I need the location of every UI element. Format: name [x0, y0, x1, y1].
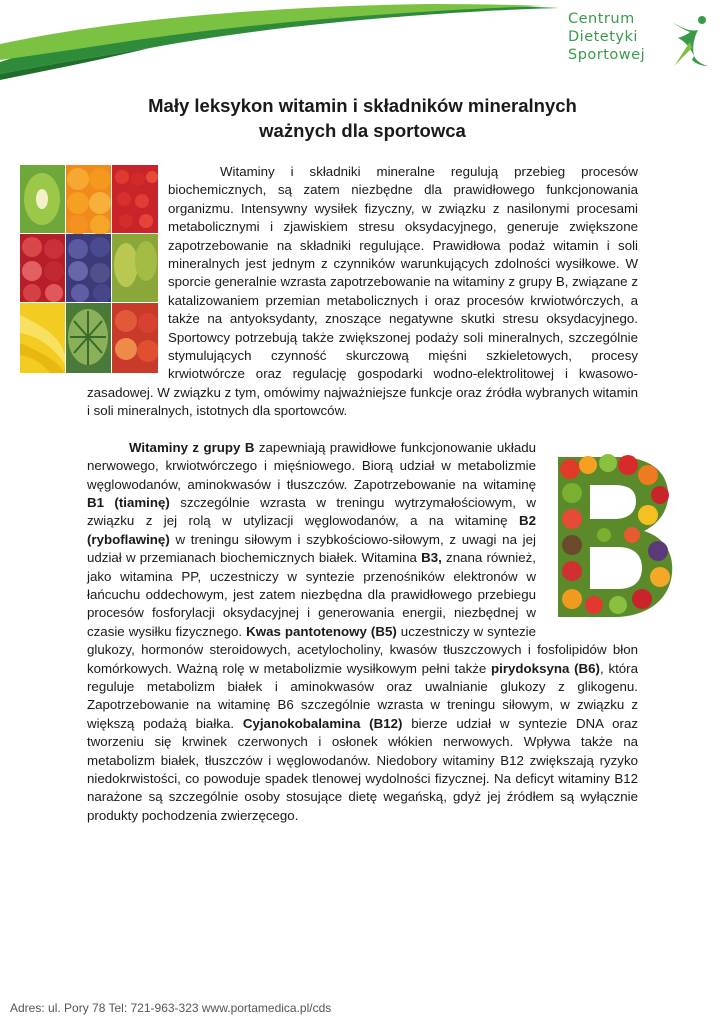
logo-text	[568, 10, 645, 64]
intro-paragraph: Witaminy i składniki mineralne regulują przebieg procesów biochemicznych, są zatem niezbędne dla prawidłowego funkcjonowania organizmu. Intensywny wysiłek fizyczny, w związku z nasilonymi procesami metabolicznymi i zjawiskiem stresu oksydacyjnego, generuje zwiększone zapotrzebowanie na składniki regulujące. Prawidłowa podaż witamin i soli mineralnych jest jednym z czynników warunkujących zdolności wysiłkowe. W sporcie generalnie wzrasta zapotrzebowanie na witaminy z grupy B, związane z katalizowaniem przemian metabolicznych i oraz procesów krwiotwórczych, a także na antyoksydanty, znoszące negatywne skutki stresu oksydacyjnego. Sportowcy potrzebują także zwiększonej podaży soli mineralnych, szczególnie stymulujących czynność skurczową mięśni szkieletowych, procesy krwiotwórcze oraz regulację gospodarki wodno-elektrolitowej i kwasowo-zasadowej. W związku z tym, omówimy najważniejsze funkcje oraz źródła wybranych witamin i soli mineralnych, istotnych dla sportowców.	[87, 164, 638, 419]
vitamin-b5-term: Kwas pantotenowy (B5)	[246, 623, 397, 639]
vitamin-b-text-3: w treningu siłowym i szybkościowo-siłowym, z uwagi na jej udział w przemianach biochemicznych białek. Witamina	[87, 531, 536, 566]
runner-icon	[668, 12, 712, 68]
article-body	[87, 163, 638, 825]
brand-logo	[568, 10, 718, 70]
fruit-collage-image	[20, 165, 158, 373]
vitamin-b-text-6: , która reguluje metabolizm białek i aminokwasów oraz uwalnianie glukozy z glikogenu. Zapotrzebowanie na witaminę B6 szczególnie wzrasta w treningu siłowym, w związku z większą podażą białka.	[87, 660, 639, 731]
vitamin-b-text-4: znana również, jako witamina PP, uczestniczy w syntezie przenośników elektronów w łańcuchu oddechowym, jest zatem niezbędna dla prawidłowego przebiegu procesów fosforylacji oksydacyjnej i generowania energii, niezbędnej w czasie wysiłku fizycznego.	[87, 550, 536, 639]
letter-b-vegetables-image	[548, 449, 678, 624]
vitamin-b-text-1: zapewniają prawidłowe funkcjonowanie układu nerwowego, krwiotwórczego i mięśniowego. Biorą udział w metabolizmie węglowodanów, aminokwasów i tłuszczów. Zapotrzebowanie na witaminę	[87, 439, 537, 492]
vitamin-b-paragraph	[87, 439, 638, 826]
footer-address: Adres: ul. Pory 78 Tel: 721-963-323 www.portamedica.pl/cds	[10, 1001, 332, 1015]
vitamin-b-heading: Witaminy z grupy B	[129, 439, 255, 455]
logo-line-3: Sportowej	[568, 47, 646, 63]
vitamin-b-text-5: uczestniczy w syntezie glukozy, hormonów steroidowych, acetylocholiny, kwasów tłuszczowych i fosfolipidów błon komórkowych. Ważną rolę w metabolizmie wysiłkowym pełni także	[87, 623, 638, 676]
title-line-2: ważnych dla sportowca	[259, 120, 466, 141]
vitamin-b-text-7: bierze udział w syntezie DNA oraz tworzeniu się krwinek czerwonych i osłonek włókien nerwowych. Wpływa także na metabolizm białek, tłuszczów i węglowodanów. Niedobory witaminy B12 zwiększają ryzyko niedokrwistości, co powoduje spadek tlenowej wydolności fizycznej. Na deficyt witaminy B12 narażone są szczególnie osoby stosujące dietę wegańską, gdyż jej źródłem są wyłącznie produkty pochodzenia zwierzęcego.	[87, 715, 638, 823]
vitamin-b2-term: B2 (ryboflawinę)	[87, 513, 536, 547]
logo-line-2: Dietetyki	[568, 29, 638, 45]
page-title	[80, 93, 645, 143]
header-swoosh	[0, 0, 560, 80]
vitamin-b6-term: pirydoksyna (B6)	[491, 660, 600, 676]
vitamin-b12-term: Cyjanokobalamina (B12)	[242, 715, 403, 731]
title-line-1: Mały leksykon witamin i składników mineralnych	[148, 95, 577, 116]
vitamin-b-text-2: szczególnie wzrasta w treningu wytrzymałościowym, w związku z jej rolą w utylizacji węglowodanów, a na witaminę	[87, 494, 536, 529]
logo-line-1: Centrum	[568, 11, 635, 27]
vitamin-b1-term: B1 (tiaminę)	[87, 494, 170, 510]
vitamin-b3-term: B3,	[421, 550, 442, 566]
